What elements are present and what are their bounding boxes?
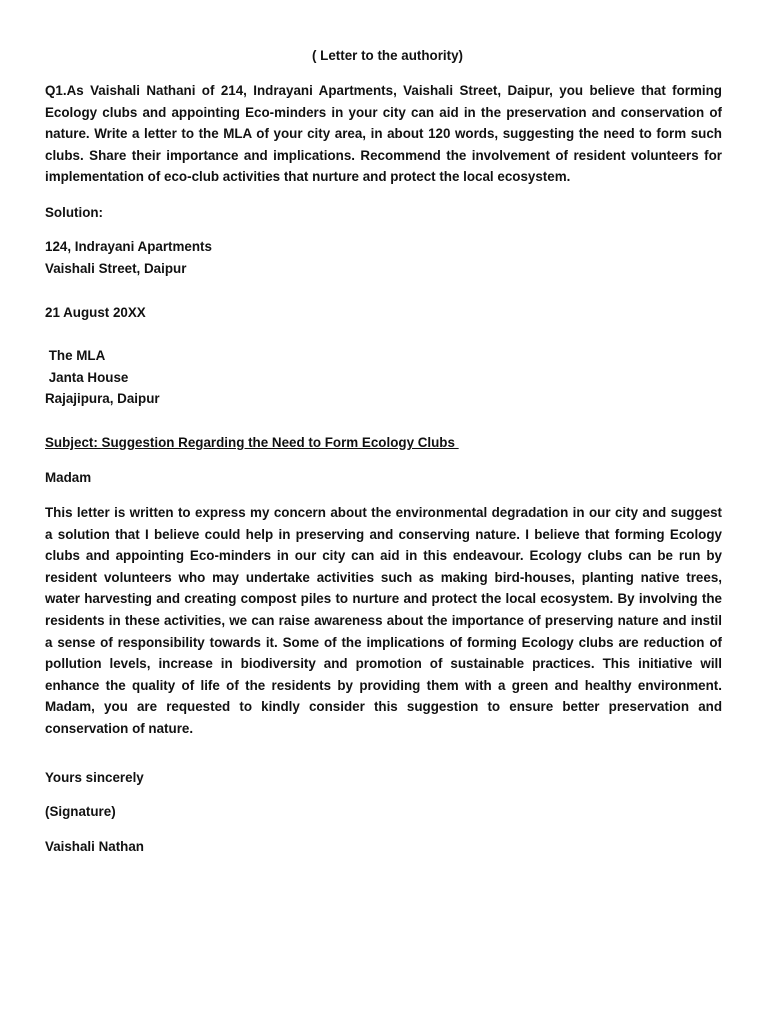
letter-body: This letter is written to express my concern about the environmental degradation in our city and suggest a solution that I believe could help in preserving and conserving nature. I believe that forming Ecology clubs and appointing Eco-minders in our city can aid in this endeavour. Ecology clubs can be run by resident volunteers who may undertake activities such as making bird-houses, planting native trees, water harvesting and creating compost piles to nurture and protect the local ecosystem. By involving the residents in these activities, we can raise awareness about the importance of preserving nature and instil a sense of responsibility towards it. Some of the implications of forming Ecology clubs are reduction of pollution levels, increase in biodiversity and promotion of sustainable practices. This initiative will enhance the quality of life of the residents by providing them with a green and healthy environment. Madam, you are requested to kindly consider this suggestion to ensure better preservation and conservation of nature. [45,505,722,736]
recipient-line2: Janta House [45,369,129,385]
question-text: Q1.As Vaishali Nathani of 214, Indrayani Apartments, Vaishali Street, Daipur, you believe that forming Ecology clubs and appointing Eco-minders in your city can aid in the preservation and conservation of nature. Write a letter to the MLA of your city area, in about 120 words, suggesting the need to form such clubs. Share their importance and implications. Recommend the involvement of resident volunteers for implementation of eco-club activities that nurture and protect the local ecosystem. [45,83,722,185]
letter-date: 21 August 20XX [45,305,146,320]
subject-line [45,432,722,454]
recipient-address [45,345,722,410]
closing: Yours sincerely [45,770,144,785]
sender-name: Vaishali Nathan [45,839,144,854]
sender-address-line2: Vaishali Street, Daipur [45,260,187,276]
salutation: Madam [45,470,92,485]
page-heading: ( Letter to the authority) [311,48,463,63]
signature-placeholder: (Signature) [45,804,116,819]
sender-address [45,236,722,279]
solution-label: Solution: [45,205,104,220]
subject-text: Subject: Suggestion Regarding the Need to Form Ecology Clubs [45,435,459,450]
letter-page [45,0,722,1024]
sender-address-line1: 124, Indrayani Apartments [45,239,212,254]
recipient-line1: The MLA [45,348,106,363]
recipient-line3: Rajajipura, Daipur [45,391,160,407]
